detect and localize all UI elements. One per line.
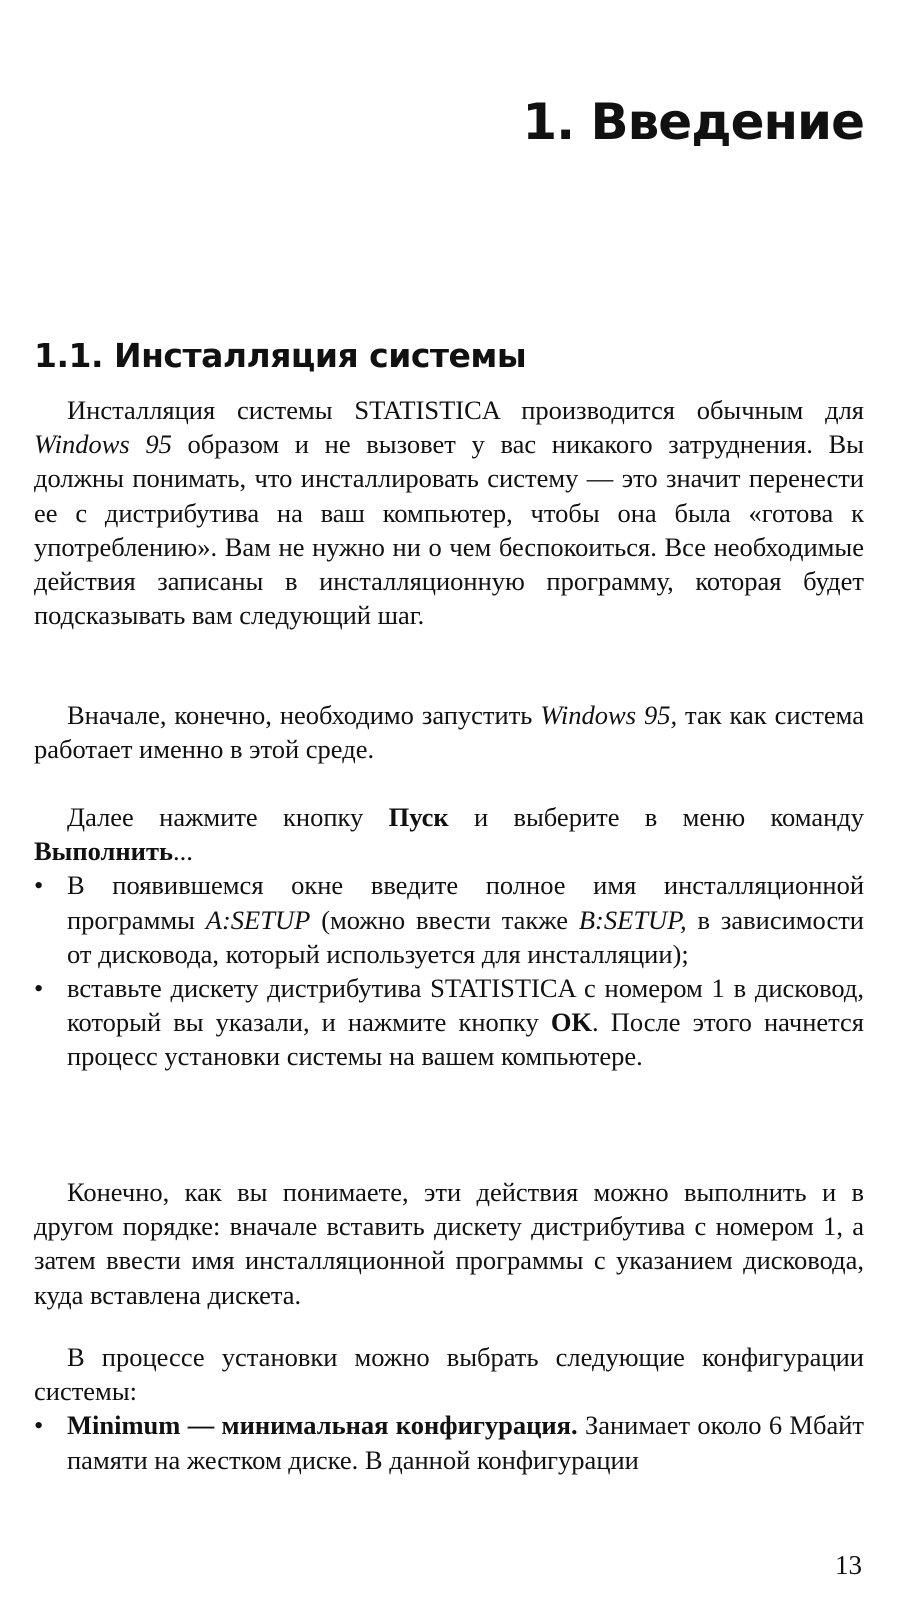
text-segment: . После этого начнется процесс установки системы на вашем компьютере. [67, 1007, 864, 1072]
paragraph-start-windows [34, 698, 864, 766]
section-title: 1.1. Инсталляция системы [34, 336, 527, 375]
text-segment: Вначале, конечно, необходимо запустить [67, 700, 541, 730]
configuration-list [34, 1408, 864, 1476]
paragraph-text [34, 1175, 864, 1312]
text-segment: так как система работает именно в этой среде. [34, 700, 864, 765]
list-item [34, 1408, 864, 1476]
paragraph-alternative-order [34, 1175, 864, 1312]
text-segment: вставьте дискету дистрибутива STATISTICA с номером 1 в дисковод, который вы указали, и нажмите кнопку [67, 973, 864, 1038]
bullet-icon: • [34, 973, 44, 1004]
bullet-icon: • [34, 1410, 44, 1441]
italic-text-windows: Windows 95 [34, 429, 172, 460]
text-segment: и выберите в меню команду [448, 802, 864, 832]
bold-text-run-command: Выполнить [34, 836, 173, 867]
paragraph-text [34, 800, 864, 868]
text-segment: в зависимости от дисковода, который используется для инсталляции); [67, 904, 864, 969]
paragraph-text [34, 698, 864, 766]
text-segment: Конечно, как вы понимаете, эти действия можно выполнить и в другом порядке: вначале вставить дискету дистрибутива с номером 1, а затем ввести имя инсталляционной программы с указанием дисковода, куда вставлена дискета. [34, 1177, 864, 1310]
paragraph-installation-intro [34, 393, 864, 632]
bold-text-start-button: Пуск [388, 802, 449, 832]
text-segment: ... [172, 836, 193, 867]
italic-text-setup-a: A:SETUP [205, 904, 311, 935]
bullet-icon: • [34, 870, 44, 901]
list-item [34, 971, 864, 1074]
bold-text-ok: OK [550, 1007, 593, 1038]
chapter-title: 1. Введение [522, 93, 864, 151]
paragraph-text [34, 1340, 864, 1408]
bold-text-minimum: Minimum — минимальная конфигурация. [67, 1410, 578, 1441]
italic-text-windows: Windows 95, [540, 700, 678, 730]
list-item [34, 868, 864, 971]
text-segment: В процессе установки можно выбрать следующие конфигурации системы: [34, 1342, 864, 1407]
instructions-block [34, 800, 864, 1074]
text-segment: В появившемся окне введите полное имя инсталляционной программы [67, 870, 864, 935]
text-segment: Занимает около 6 Мбайт памяти на жестком диске. В данной конфигурации [67, 1410, 864, 1475]
configurations-block [34, 1340, 864, 1477]
text-segment: образом и не вызовет у вас никакого затруднения. Вы должны понимать, что инсталлировать систему — это значит перенести ее с дистрибутива на ваш компьютер, чтобы она была «готова к употреблению». Вам не нужно ни о чем беспокоиться. Все необходимые действия записаны в инсталляционную программу, которая будет подсказывать вам следующий шаг. [34, 429, 864, 631]
page-number: 13 [835, 1550, 862, 1580]
paragraph-text [34, 393, 864, 632]
text-segment: (можно ввести также [310, 904, 579, 935]
instruction-list [34, 868, 864, 1073]
italic-text-setup-b: B:SETUP, [578, 904, 687, 935]
text-segment: Инсталляция системы STATISTICA производится обычным для [67, 395, 864, 425]
text-segment: Далее нажмите кнопку [67, 802, 389, 832]
